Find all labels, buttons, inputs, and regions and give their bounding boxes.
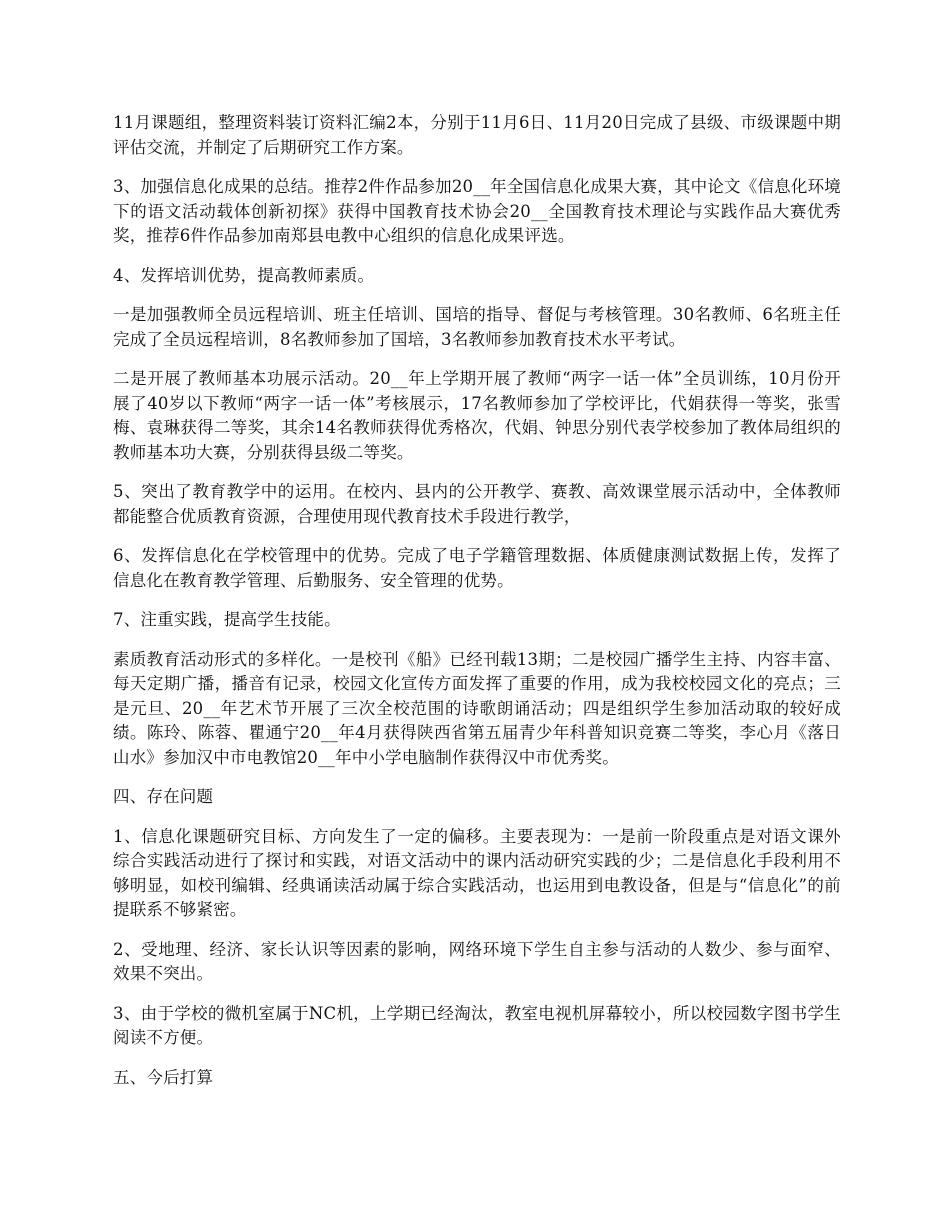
paragraph-problem-3: 3、由于学校的微机室属于NC机，上学期已经淘汰，教室电视机屏幕较小，所以校园数字图书学生阅读不方便。 [113, 1003, 841, 1047]
paragraph-problem-2: 2、受地理、经济、家长认识等因素的影响，网络环境下学生自主参与活动的人数少、参与面窄、效果不突出。 [113, 939, 841, 983]
paragraph-item-5: 5、突出了教育教学中的运用。在校内、县内的公开教学、赛教、高效课堂展示活动中，全体教师都能整合优质教育资源，合理使用现代教育技术手段进行教学， [113, 482, 841, 526]
document-page [113, 111, 841, 1105]
paragraph-item-6: 6、发挥信息化在学校管理中的优势。完成了电子学籍管理数据、体质健康测试数据上传，发挥了信息化在教育教学管理、后勤服务、安全管理的优势。 [113, 546, 841, 590]
paragraph-intro-summary: 11月课题组，整理资料装订资料汇编2本，分别于11月6日、11月20日完成了县级、市级课题中期评估交流，并制定了后期研究工作方案。 [113, 113, 841, 157]
section-heading-plans: 五、今后打算 [113, 1067, 214, 1087]
paragraph-training: 一是加强教师全员远程培训、班主任培训、国培的指导、督促与考核管理。30名教师、6名班主任完成了全员远程培训，8名教师参加了国培，3名教师参加教育技术水平考试。 [113, 305, 841, 349]
paragraph-item-7-heading: 7、注重实践，提高学生技能。 [113, 610, 341, 629]
paragraph-problem-1: 1、信息化课题研究目标、方向发生了一定的偏移。主要表现为：一是前一阶段重点是对语文课外综合实践活动进行了探讨和实践，对语文活动中的课内活动研究实践的少；二是信息化手段利用不够明显，如校刊编辑、经典诵读活动属于综合实践活动，也运用到电教设备，但是与“信息化”的前提联系不够紧密。 [113, 826, 841, 919]
paragraph-activities: 素质教育活动形式的多样化。一是校刊《船》已经刊载13期；二是校园广播学生主持、内容丰富、每天定期广播，播音有记录，校园文化宣传方面发挥了重要的作用，成为我校校园文化的亮点；三是元旦、20__年艺术节开展了三次全校范围的诗歌朗诵活动；四是组织学生参加活动取的较好成绩。陈玲、陈蓉、瞿通宁20__年4月获得陕西省第五届青少年科普知识竞赛二等奖，李心月《落日山水》参加汉中市电教馆20__年中小学电脑制作获得汉中市优秀奖。 [113, 649, 841, 767]
paragraph-skills-showcase: 二是开展了教师基本功展示活动。20__年上学期开展了教师“两字一话一体”全员训练，10月份开展了40岁以下教师“两字一话一体”考核展示，17名教师参加了学校评比，代娟获得一等奖，张雪梅、袁琳获得二等奖，其余14名教师获得优秀格次，代娟、钟思分别代表学校参加了教体局组织的教师基本功大赛，分别获得县级二等奖。 [113, 369, 841, 462]
paragraph-item-3: 3、加强信息化成果的总结。推荐2件作品参加20__年全国信息化成果大赛，其中论文《信息化环境下的语文活动载体创新初探》获得中国教育技术协会20__全国教育技术理论与实践作品大赛优秀奖，推荐6件作品参加南郑县电教中心组织的信息化成果评选。 [113, 177, 841, 245]
paragraph-item-4-heading: 4、发挥培训优势，提高教师素质。 [113, 265, 375, 285]
section-heading-problems: 四、存在问题 [113, 787, 214, 806]
